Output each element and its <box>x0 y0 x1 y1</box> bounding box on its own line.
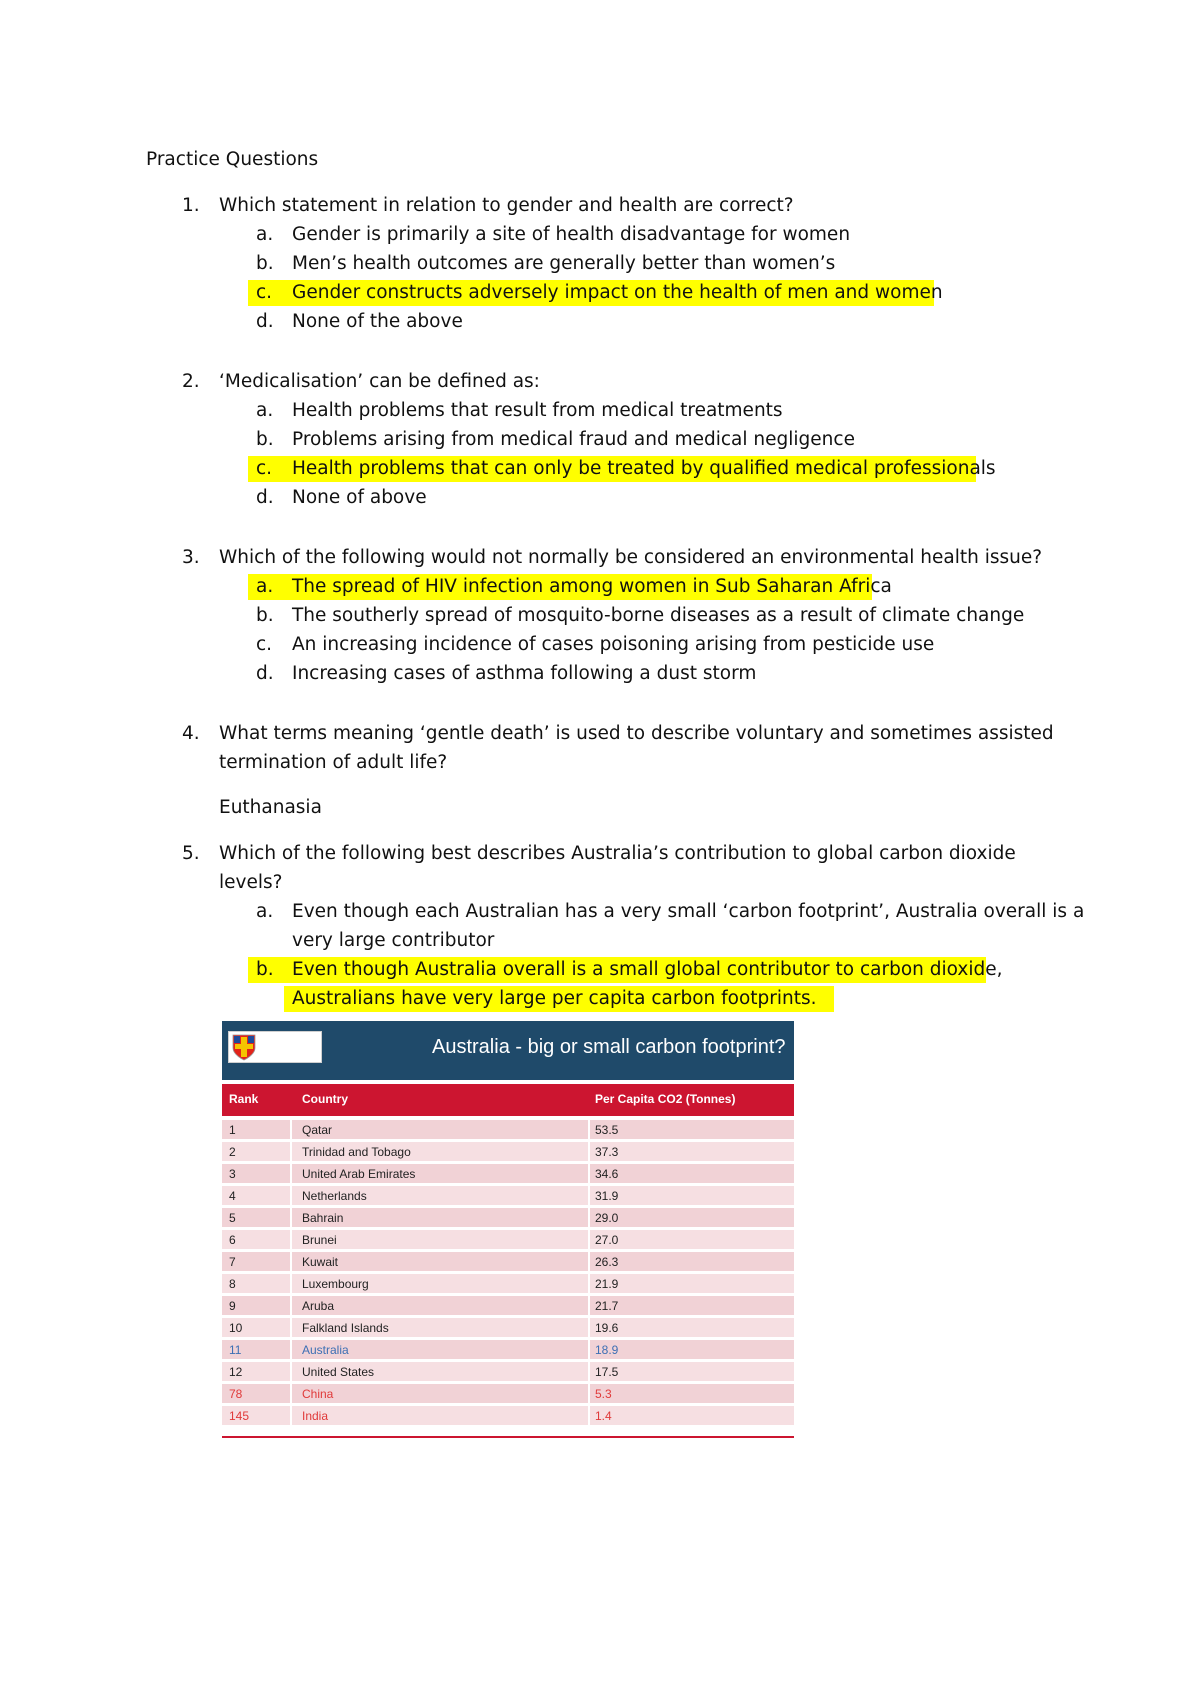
option-b <box>0 601 1200 630</box>
cell-divider <box>290 1406 292 1425</box>
table-row <box>222 1384 794 1403</box>
cell-divider <box>588 1230 590 1249</box>
option-a <box>0 220 1200 249</box>
table-title: Australia - big or small carbon footprint? <box>432 1036 786 1058</box>
rank-cell: 10 <box>229 1321 243 1335</box>
country-cell: Kuwait <box>302 1255 339 1269</box>
option-letter: b. <box>256 605 274 626</box>
option-c-correct <box>0 454 1200 483</box>
option-b-correct <box>0 955 1200 984</box>
value-cell: 21.9 <box>595 1277 619 1291</box>
cell-divider <box>588 1164 590 1183</box>
option-letter: a. <box>256 400 274 421</box>
option-text: Even though Australia overall is a small global contributor to carbon dioxide, <box>292 959 1003 980</box>
option-text: An increasing incidence of cases poisoning arising from pesticide use <box>292 634 935 655</box>
table-row <box>222 1318 794 1337</box>
cell-divider <box>290 1318 292 1337</box>
option-letter: d. <box>256 487 274 508</box>
option-letter: c. <box>256 634 273 655</box>
question-text: What terms meaning ‘gentle death’ is used to describe voluntary and sometimes assisted <box>219 723 1054 744</box>
value-cell: 17.5 <box>595 1365 619 1379</box>
option-letter: b. <box>256 253 274 274</box>
option-letter: c. <box>256 282 273 303</box>
rank-cell: 78 <box>229 1387 243 1401</box>
rank-cell: 145 <box>229 1409 250 1423</box>
cell-divider <box>588 1274 590 1293</box>
country-cell: Bahrain <box>302 1211 344 1225</box>
cell-divider <box>588 1318 590 1337</box>
option-letter: b. <box>256 959 274 980</box>
cell-divider <box>290 1252 292 1271</box>
option-text: None of the above <box>292 311 463 332</box>
question-1 <box>0 191 1200 336</box>
option-text: Health problems that result from medical treatments <box>292 400 783 421</box>
option-d <box>0 307 1200 336</box>
option-a <box>0 897 1200 926</box>
option-letter: a. <box>256 224 274 245</box>
table-row <box>222 1340 794 1359</box>
cell-divider <box>588 1384 590 1403</box>
value-cell: 27.0 <box>595 1233 619 1247</box>
option-letter: c. <box>256 458 273 479</box>
value-cell: 31.9 <box>595 1189 619 1203</box>
value-cell: 18.9 <box>595 1343 619 1357</box>
option-c <box>0 630 1200 659</box>
country-cell: United Arab Emirates <box>302 1167 416 1181</box>
cell-divider <box>290 1208 292 1227</box>
table-header-row <box>222 1084 794 1116</box>
cell-divider <box>290 1164 292 1183</box>
page-title: Practice Questions <box>146 149 319 170</box>
cell-divider <box>290 1120 292 1139</box>
option-a-correct <box>0 572 1200 601</box>
question-text-continued: levels? <box>219 872 283 893</box>
option-letter: a. <box>256 901 274 922</box>
rank-cell: 11 <box>229 1343 242 1357</box>
table-row <box>222 1362 794 1381</box>
value-cell: 53.5 <box>595 1123 619 1137</box>
cell-divider <box>588 1406 590 1425</box>
option-text: The southerly spread of mosquito-borne diseases as a result of climate change <box>292 605 1025 626</box>
option-text: Gender is primarily a site of health disadvantage for women <box>292 224 851 245</box>
value-cell: 21.7 <box>595 1299 619 1313</box>
cell-divider <box>588 1208 590 1227</box>
cell-divider <box>588 1120 590 1139</box>
cell-divider <box>290 1362 292 1381</box>
question-number: 4. <box>182 723 200 744</box>
value-cell: 1.4 <box>595 1409 612 1423</box>
option-a <box>0 396 1200 425</box>
cell-divider <box>588 1252 590 1271</box>
country-cell: United States <box>302 1365 375 1379</box>
university-logo <box>228 1031 322 1063</box>
option-c-correct <box>0 278 1200 307</box>
question-text: Which of the following best describes Australia’s contribution to global carbon dioxide <box>219 843 1016 864</box>
country-cell: Qatar <box>302 1123 333 1137</box>
question-text: ‘Medicalisation’ can be defined as: <box>219 371 540 392</box>
option-text: The spread of HIV infection among women in Sub Saharan Africa <box>292 576 892 597</box>
value-cell: 26.3 <box>595 1255 619 1269</box>
question-number: 1. <box>182 195 200 216</box>
rank-cell: 2 <box>229 1145 236 1159</box>
question-text-continued: termination of adult life? <box>219 752 448 773</box>
rank-cell: 8 <box>229 1277 236 1291</box>
table-row <box>222 1296 794 1315</box>
option-b <box>0 249 1200 278</box>
rank-cell: 9 <box>229 1299 236 1313</box>
header-country: Country <box>302 1092 348 1106</box>
value-cell: 19.6 <box>595 1321 619 1335</box>
value-cell: 29.0 <box>595 1211 619 1225</box>
question-number: 2. <box>182 371 200 392</box>
cell-divider <box>588 1340 590 1359</box>
option-text: Problems arising from medical fraud and medical negligence <box>292 429 855 450</box>
header-rank: Rank <box>229 1092 259 1106</box>
cell-divider <box>290 1142 292 1161</box>
country-cell: Trinidad and Tobago <box>302 1145 411 1159</box>
option-text: Health problems that can only be treated by qualified medical professionals <box>292 458 996 479</box>
country-cell: China <box>302 1387 334 1401</box>
country-cell: Brunei <box>302 1233 337 1247</box>
country-cell: Netherlands <box>302 1189 367 1203</box>
question-number: 5. <box>182 843 200 864</box>
written-answer: Euthanasia <box>219 797 322 818</box>
value-cell: 5.3 <box>595 1387 612 1401</box>
option-b <box>0 425 1200 454</box>
table-row <box>222 1142 794 1161</box>
cell-divider <box>290 1340 292 1359</box>
table-row <box>222 1120 794 1139</box>
option-d <box>0 659 1200 688</box>
table-row <box>222 1164 794 1183</box>
crest-icon <box>231 1033 257 1061</box>
value-cell: 34.6 <box>595 1167 619 1181</box>
carbon-footprint-table <box>222 1021 794 1439</box>
cell-divider <box>290 1230 292 1249</box>
header-value: Per Capita CO2 (Tonnes) <box>595 1092 736 1106</box>
option-text-continued: very large contributor <box>292 930 495 951</box>
cell-divider <box>290 1186 292 1205</box>
table-bottom-border <box>222 1436 794 1438</box>
cell-divider <box>588 1296 590 1315</box>
question-4 <box>0 719 1200 822</box>
option-letter: d. <box>256 663 274 684</box>
option-letter: a. <box>256 576 274 597</box>
table-banner <box>222 1021 794 1080</box>
question-number: 3. <box>182 547 200 568</box>
option-letter: d. <box>256 311 274 332</box>
question-2 <box>0 367 1200 512</box>
rank-cell: 1 <box>229 1123 236 1137</box>
option-text: Men’s health outcomes are generally better than women’s <box>292 253 836 274</box>
table-row <box>222 1186 794 1205</box>
question-text: Which statement in relation to gender and health are correct? <box>219 195 794 216</box>
country-cell: Luxembourg <box>302 1277 369 1291</box>
value-cell: 37.3 <box>595 1145 619 1159</box>
table-row <box>222 1252 794 1271</box>
cell-divider <box>588 1362 590 1381</box>
cell-divider <box>588 1186 590 1205</box>
option-b-continued <box>0 984 1200 1013</box>
table-row <box>222 1230 794 1249</box>
option-text-continued: Australians have very large per capita carbon footprints. <box>292 988 817 1009</box>
rank-cell: 7 <box>229 1255 236 1269</box>
table-row <box>222 1274 794 1293</box>
cell-divider <box>588 1142 590 1161</box>
cell-divider <box>290 1384 292 1403</box>
country-cell: India <box>302 1409 329 1423</box>
country-cell: Australia <box>302 1343 349 1357</box>
rank-cell: 6 <box>229 1233 236 1247</box>
rank-cell: 12 <box>229 1365 243 1379</box>
rank-cell: 5 <box>229 1211 236 1225</box>
question-5 <box>0 839 1200 1013</box>
option-d <box>0 483 1200 512</box>
country-cell: Falkland Islands <box>302 1321 389 1335</box>
rank-cell: 4 <box>229 1189 236 1203</box>
option-letter: b. <box>256 429 274 450</box>
cell-divider <box>290 1296 292 1315</box>
option-text: Increasing cases of asthma following a dust storm <box>292 663 757 684</box>
option-text: Even though each Australian has a very small ‘carbon footprint’, Australia overall is a <box>292 901 1085 922</box>
option-a-continued <box>0 926 1200 955</box>
question-text: Which of the following would not normally be considered an environmental health issue? <box>219 547 1043 568</box>
table-body <box>222 1120 794 1428</box>
rank-cell: 3 <box>229 1167 236 1181</box>
table-row <box>222 1406 794 1425</box>
country-cell: Aruba <box>302 1299 335 1313</box>
cell-divider <box>290 1274 292 1293</box>
table-row <box>222 1208 794 1227</box>
option-text: Gender constructs adversely impact on the health of men and women <box>292 282 943 303</box>
option-text: None of above <box>292 487 427 508</box>
question-3 <box>0 543 1200 688</box>
